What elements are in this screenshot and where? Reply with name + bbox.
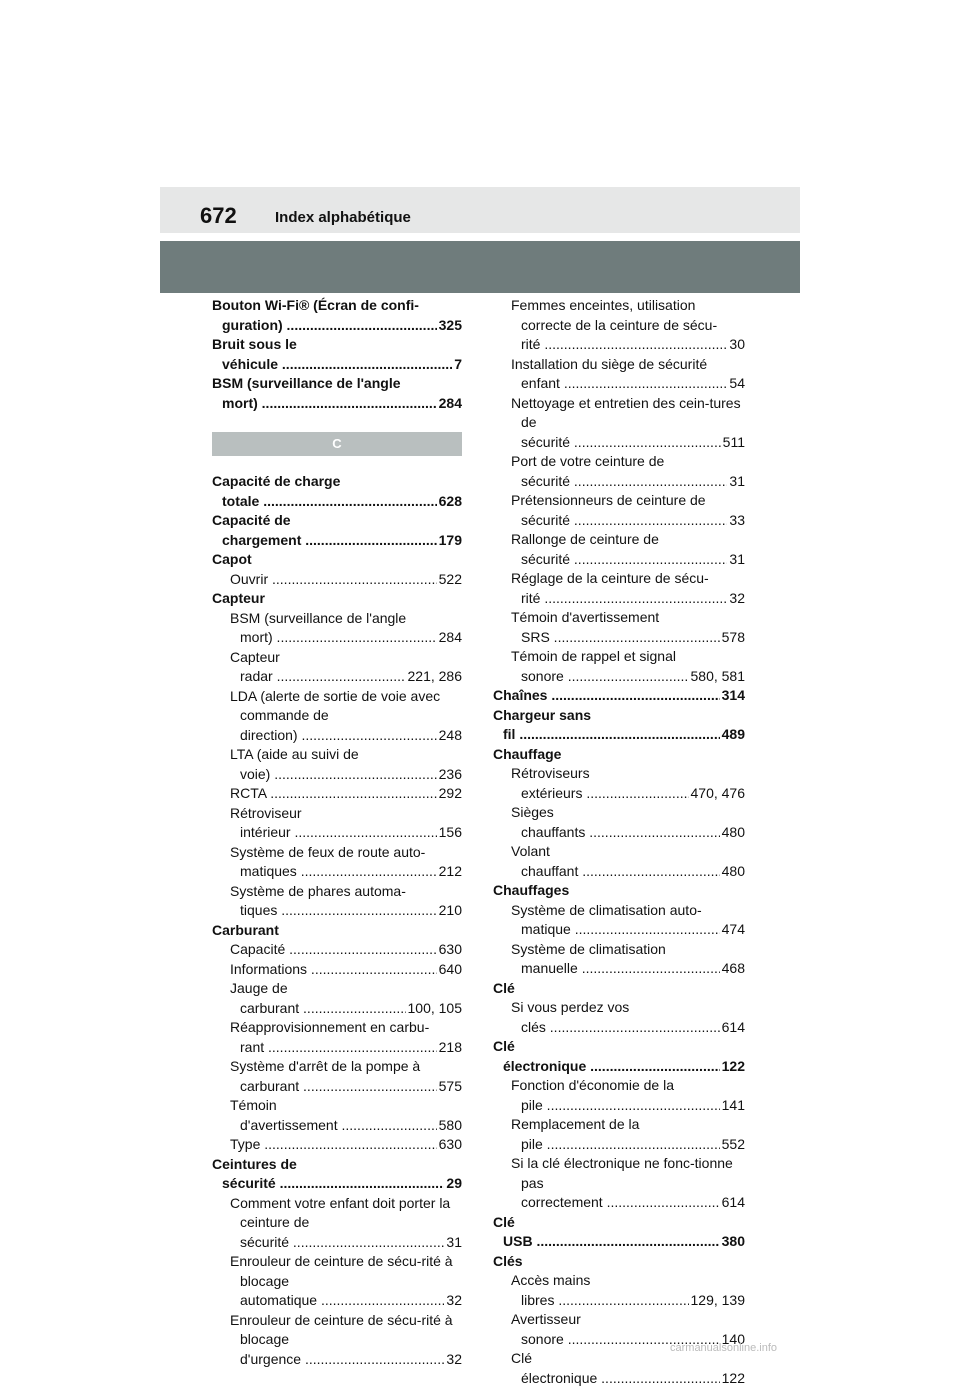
index-entry [212,1155,462,1194]
entry-page-ref: 628 [437,492,462,512]
index-entry [212,374,462,413]
entry-label: Clé électronique ..... [521,1349,745,1388]
section-tab-band [160,241,800,293]
entry-page-ref: 292 [437,784,462,804]
entry-label: Système de feux de route auto-matiques ..... [240,843,462,882]
index-entry [212,1252,462,1311]
entry-page-ref: 578 [720,628,745,648]
entry-page-ref: 210 [437,901,462,921]
entry-page-ref: 489 [720,725,745,745]
entry-label: Bruit sous le véhicule ..... [222,335,462,374]
entry-page-ref: 32 [444,1350,462,1370]
index-entry [212,1135,462,1155]
entry-label: Capteur radar ..... [240,648,462,687]
entry-label: Accès mains libres ..... [521,1271,745,1310]
entry-label: Port de votre ceinture de sécurité ..... [521,452,745,491]
entry-page-ref: 470, 476 [689,784,746,804]
index-entry [493,901,745,940]
footer-watermark: carmanualsonline.info [670,1342,777,1354]
entry-label: Rétroviseurs extérieurs ..... [521,764,745,803]
entry-page-ref: 122 [720,1057,745,1077]
entry-label: Réglage de la ceinture de sécu-rité ..... [521,569,745,608]
entry-page-ref: 7 [452,355,462,375]
entry-page-ref: 54 [727,374,745,394]
entry-label: Si vous perdez vos clés ..... [521,998,745,1037]
entry-label: Ouvrir ..... [240,570,462,590]
entry-page-ref: 218 [437,1038,462,1058]
entry-page-ref: 31 [444,1233,462,1253]
letter-divider-c: C [212,432,462,456]
index-entry [212,843,462,882]
index-entry [212,1018,462,1057]
entry-page-ref: 522 [437,570,462,590]
index-entry [212,687,462,746]
entry-label: Enrouleur de ceinture de sécu-rité à blocage d'urgence ..... [240,1311,462,1370]
index-entry [212,940,462,960]
entry-label: Comment votre enfant doit porter la ceinture de sécurité ..... [240,1194,462,1253]
index-entry [493,1213,745,1252]
entry-label: LDA (alerte de sortie de voie avec commande de direction) ..... [240,687,462,746]
entry-page-ref: 32 [444,1291,462,1311]
entry-label: Nettoyage et entretien des cein-tures de sécurité ..... [521,394,745,453]
left-entries-before [212,296,462,413]
index-entry [493,1154,745,1213]
entry-label: Avertisseur sonore ..... [521,1310,745,1349]
entry-page-ref: 284 [437,628,462,648]
entry-page-ref: 284 [437,394,462,414]
entry-label: Informations ..... [240,960,462,980]
entry-page-ref: 580 [437,1116,462,1136]
entry-label: Capacité de chargement ..... [222,511,462,550]
index-entry [212,335,462,374]
index-entry [493,647,745,686]
index-entry [493,1349,745,1388]
entry-page-ref: 468 [720,959,745,979]
entry-label: Rallonge de ceinture de sécurité ..... [521,530,745,569]
entry-page-ref: 140 [720,1330,745,1350]
index-entry [212,472,462,511]
index-entry [493,1115,745,1154]
entry-label: Clé [503,979,745,999]
entry-page-ref: 30 [727,335,745,355]
entry-label: Capacité ..... [240,940,462,960]
entry-label: Témoin d'avertissement ..... [240,1096,462,1135]
entry-label: Clé électronique ..... [503,1037,745,1076]
entry-page-ref: 33 [727,511,745,531]
index-entry [493,394,745,453]
entry-page-ref: 630 [437,940,462,960]
index-entry [212,589,462,609]
entry-label: Carburant [222,921,462,941]
index-entry [212,550,462,570]
entry-page-ref: 122 [720,1369,745,1388]
entry-label: Ceintures de sécurité ..... [222,1155,462,1194]
index-entry [212,511,462,550]
section-title: Index alphabétique [275,207,411,229]
entry-page-ref: 511 [721,433,745,453]
index-entry [493,706,745,745]
entry-page-ref: 236 [437,765,462,785]
index-entry [493,1037,745,1076]
entry-label: Réapprovisionnement en carbu-rant ..... [240,1018,462,1057]
entry-label: Chauffages [503,881,745,901]
index-entry [493,979,745,999]
entry-page-ref: 380 [720,1232,745,1252]
index-entry [493,491,745,530]
index-entry [212,882,462,921]
entry-page-ref: 614 [720,1018,745,1038]
entry-label: RCTA ..... [240,784,462,804]
entry-label: Témoin d'avertissement SRS ..... [521,608,745,647]
entry-page-ref: 474 [720,920,745,940]
entry-label: Système de climatisation manuelle ..... [521,940,745,979]
entry-page-ref: 480 [720,823,745,843]
entry-label: Volant chauffant ..... [521,842,745,881]
entry-label: LTA (aide au suivi de voie) ..... [240,745,462,784]
entry-page-ref: 575 [437,1077,462,1097]
entry-page-ref: 480 [720,862,745,882]
index-entry [493,569,745,608]
entry-label: Capacité de charge totale ..... [222,472,462,511]
page-number: 672 [200,202,237,230]
entry-page-ref: 640 [437,960,462,980]
index-entry [212,1057,462,1096]
index-entry [212,1194,462,1253]
entry-page-ref: 179 [437,531,462,551]
entry-page-ref: 248 [437,726,462,746]
entry-label: Témoin de rappel et signal sonore ..... [521,647,745,686]
index-entry [493,296,745,355]
entry-label: Sièges chauffants ..... [521,803,745,842]
index-entry [493,940,745,979]
entry-page-ref: 314 [720,686,745,706]
index-entry [212,570,462,590]
entry-label: Système de phares automa-tiques ..... [240,882,462,921]
index-entry [212,784,462,804]
entry-label: Chauffage [503,745,745,765]
index-entry [212,648,462,687]
index-entry [493,686,745,706]
index-column-right [493,296,745,1388]
entry-label: Rétroviseur intérieur ..... [240,804,462,843]
entry-label: Jauge de carburant ..... [240,979,462,1018]
entry-label: Femmes enceintes, utilisation correcte de la ceinture de sécu-rité ..... [521,296,745,355]
entry-label: Fonction d'économie de la pile ..... [521,1076,745,1115]
index-column-left [212,296,462,1369]
entry-page-ref: 31 [727,550,745,570]
index-entry [212,609,462,648]
entry-label: Capot [222,550,462,570]
entry-label: Remplacement de la pile ..... [521,1115,745,1154]
entry-page-ref: 552 [720,1135,745,1155]
index-entry [493,764,745,803]
entry-label: Clé USB ..... [503,1213,745,1252]
entry-page-ref: 31 [727,472,745,492]
index-entry [212,804,462,843]
entry-label: Chaînes ..... [503,686,745,706]
index-entry [493,608,745,647]
entry-label: Prétensionneurs de ceinture de sécurité ..... [521,491,745,530]
index-entry [212,921,462,941]
index-entry [493,803,745,842]
index-entry [493,842,745,881]
entry-page-ref: 129, 139 [689,1291,746,1311]
index-entry [493,452,745,491]
entry-label: BSM (surveillance de l'angle mort) ..... [222,374,462,413]
entry-page-ref: 325 [437,316,462,336]
entry-label: Capteur [222,589,462,609]
index-entry [212,979,462,1018]
entry-page-ref: 212 [437,862,462,882]
index-entry [493,1271,745,1310]
index-entry [493,355,745,394]
entry-label: Type ..... [240,1135,462,1155]
entry-label: Clés [503,1252,745,1272]
entry-label: Installation du siège de sécurité enfant ..... [521,355,745,394]
index-entry [493,745,745,765]
index-entry [212,960,462,980]
entry-page-ref: 221, 286 [406,667,463,687]
entry-page-ref: 32 [727,589,745,609]
index-entry [493,530,745,569]
entry-page-ref: 100, 105 [406,999,463,1019]
index-entry [212,296,462,335]
entry-page-ref: 580, 581 [689,667,746,687]
entry-page-ref: 630 [437,1135,462,1155]
entry-label: BSM (surveillance de l'angle mort) ..... [240,609,462,648]
entry-label: Bouton Wi-Fi® (Écran de confi-guration) ..... [222,296,462,335]
entry-label: Système de climatisation auto-matique ..... [521,901,745,940]
entry-page-ref: 29 [444,1174,462,1194]
left-entries-after [212,472,462,1369]
index-entry [493,1076,745,1115]
entry-label: Système d'arrêt de la pompe à carburant ..... [240,1057,462,1096]
index-entry [493,881,745,901]
entry-label: Chargeur sans fil ..... [503,706,745,745]
entry-label: Enrouleur de ceinture de sécu-rité à blocage automatique ..... [240,1252,462,1311]
header-band [160,187,800,233]
entry-page-ref: 156 [437,823,462,843]
index-entry [212,1096,462,1135]
index-entry [493,1252,745,1272]
index-entry [493,998,745,1037]
entry-page-ref: 614 [720,1193,745,1213]
index-entry [212,745,462,784]
index-entry [212,1311,462,1370]
entry-label: Si la clé électronique ne fonc-tionne pas correctement ..... [521,1154,745,1213]
entry-page-ref: 141 [720,1096,745,1116]
